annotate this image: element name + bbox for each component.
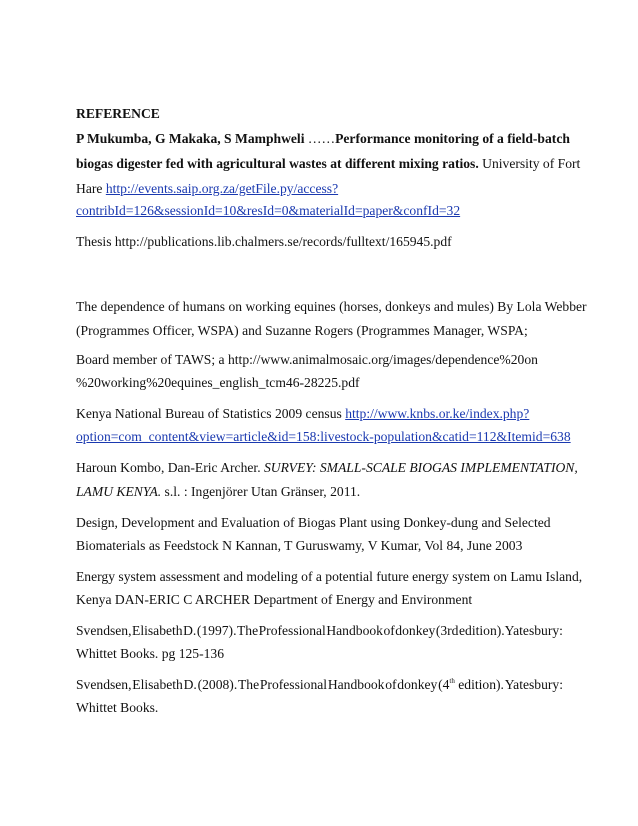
reference-mukumba-line3 <box>76 181 338 197</box>
mukumba-url-link-part2[interactable]: contribId=126&sessionId=10&resId=0&materialId=paper&confId=32 <box>76 203 461 218</box>
mukumba-ellipsis: …… <box>304 131 336 146</box>
svendsen-1997-word: Professional <box>258 623 326 638</box>
reference-svendsen-1997-line2: Whittet Books. pg 125-136 <box>76 646 225 661</box>
reference-webber-line1: The dependence of humans on working equines (horses, donkeys and mules) By Lola Webber <box>76 299 587 314</box>
svendsen-1997-word: Elisabeth <box>132 623 183 638</box>
reference-knbs-line2 <box>76 429 571 445</box>
svendsen-2008-edition <box>438 677 504 693</box>
knbs-url-link-part1[interactable]: http://www.knbs.or.ke/index.php? <box>345 406 530 421</box>
reference-kombo-line1 <box>76 460 578 476</box>
svendsen-1997-word: (3rd <box>435 623 459 638</box>
reference-kannan-line1: Design, Development and Evaluation of Biogas Plant using Donkey-dung and Selected <box>76 515 551 530</box>
svendsen-1997-word: Handbook <box>326 623 383 638</box>
mukumba-hare: Hare <box>76 181 106 196</box>
reference-mukumba-line2 <box>76 156 580 172</box>
edition-superscript: th <box>449 677 455 685</box>
edition-prefix: (4 <box>438 677 450 692</box>
svendsen-2008-word: Yatesbury: <box>504 677 563 692</box>
mukumba-url-link-part1[interactable]: http://events.saip.org.za/getFile.py/access? <box>105 181 339 196</box>
reference-webber-line2: (Programmes Officer, WSPA) and Suzanne Rogers (Programmes Manager, WSPA; <box>76 323 528 338</box>
svendsen-1997-word: The <box>236 623 259 638</box>
reference-archer-line2: Kenya DAN-ERIC C ARCHER Department of Energy and Environment <box>76 592 473 607</box>
mukumba-title-part2: biogas digester fed with agricultural wastes at different mixing ratios. <box>76 156 479 171</box>
kombo-rest: s.l. : Ingenjörer Utan Gränser, 2011. <box>161 484 361 499</box>
reference-svendsen-2008-line1 <box>76 677 563 693</box>
reference-webber-line4: %20working%20equines_english_tcm46-28225.pdf <box>76 375 360 390</box>
svendsen-1997-word: Svendsen, <box>76 623 132 638</box>
reference-svendsen-2008-line2: Whittet Books. <box>76 700 159 715</box>
reference-archer-line1: Energy system assessment and modeling of a potential future energy system on Lamu Island, <box>76 569 583 584</box>
kombo-authors: Haroun Kombo, Dan-Eric Archer. <box>76 460 264 475</box>
svendsen-2008-word: Elisabeth <box>132 677 183 692</box>
mukumba-title-part1: Performance monitoring of a field-batch <box>335 131 570 146</box>
svendsen-1997-word: (1997). <box>196 623 237 638</box>
svendsen-2008-word: of <box>385 677 397 692</box>
reference-mukumba-line4 <box>76 203 460 219</box>
mukumba-publisher: University of Fort <box>478 156 581 171</box>
reference-mukumba-line1 <box>76 131 570 147</box>
knbs-url-link-part2[interactable]: option=com_content&view=article&id=158:livestock-population&catid=112&Itemid=638 <box>76 429 571 444</box>
svendsen-2008-word: D. <box>183 677 197 692</box>
svendsen-2008-word: Svendsen, <box>76 677 132 692</box>
knbs-prefix: Kenya National Bureau of Statistics 2009 census <box>76 406 346 421</box>
svendsen-2008-word: Handbook <box>327 677 385 692</box>
reference-knbs-line1 <box>76 406 529 422</box>
reference-svendsen-1997-line1 <box>76 623 563 639</box>
reference-webber-line3: Board member of TAWS; a http://www.animalmosaic.org/images/dependence%20on <box>76 352 538 367</box>
kombo-title-part2: LAMU KENYA. <box>76 484 162 499</box>
reference-kombo-line2 <box>76 484 360 500</box>
svendsen-1997-word: of <box>383 623 395 638</box>
svendsen-1997-word: edition).Yatesbury: <box>458 623 563 638</box>
svendsen-2008-word: (2008). <box>197 677 238 692</box>
reference-heading: REFERENCE <box>76 106 160 121</box>
kombo-title-part1: SURVEY: SMALL-SCALE BIOGAS IMPLEMENTATION, <box>264 460 578 475</box>
reference-thesis: Thesis http://publications.lib.chalmers.se/records/fulltext/165945.pdf <box>76 234 452 249</box>
reference-kannan-line2: Biomaterials as Feedstock N Kannan, T Guruswamy, V Kumar, Vol 84, June 2003 <box>76 538 523 553</box>
mukumba-authors: P Mukumba, G Makaka, S Mamphweli <box>76 131 305 146</box>
svendsen-1997-word: donkey <box>395 623 436 638</box>
svendsen-2008-word: The <box>237 677 260 692</box>
edition-suffix: edition). <box>454 677 504 692</box>
svendsen-1997-word: D. <box>183 623 197 638</box>
svendsen-2008-word: donkey <box>397 677 438 692</box>
svendsen-2008-word: Professional <box>259 677 328 692</box>
